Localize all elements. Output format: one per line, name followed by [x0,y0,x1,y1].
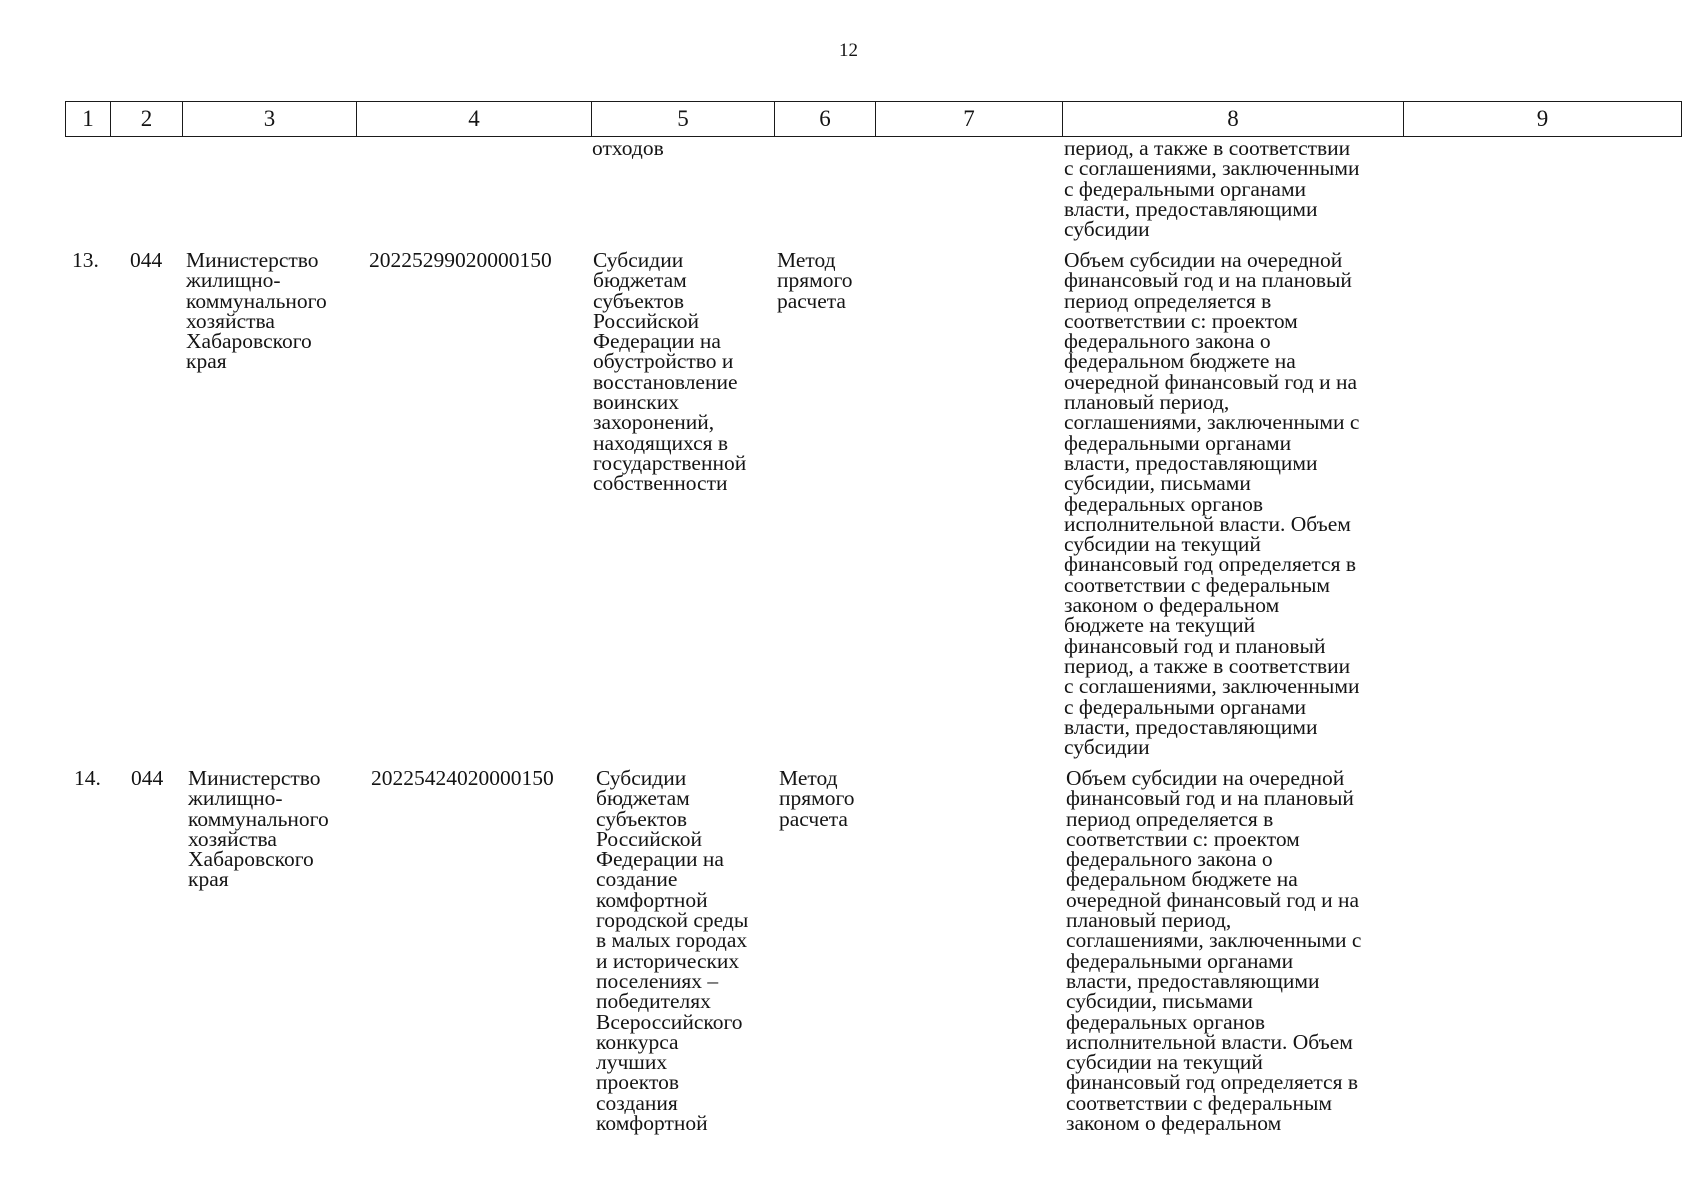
kbk-cell: 20225424020000150 [371,766,554,790]
description-cell: Объем субсидии на очередной финансовый год и на плановый период определяется в соответствии с: проектом федерального закона о федеральном бюджете на очередной финансовый год и на плановый период, соглашениями, заключенными с федеральными органами власти, предоставляющими субсидии, письмами федеральных органов исполнительной власти. Объем субсидии на текущий финансовый год определяется в соответствии с федеральным законом о федеральном [1066,766,1362,1136]
header-col-2: 2 [111,102,183,136]
header-col-3: 3 [183,102,357,136]
continuation-name-cell: отходов [592,136,664,160]
code-cell: 044 [130,248,163,272]
header-col-6: 6 [775,102,876,136]
continuation-description-cell: период, а также в соответствии с соглашениями, заключенными с федеральными органами власти, предоставляющими субсидии [1064,136,1360,242]
ministry-cell: Министерство жилищно- коммунального хозяйства Хабаровского края [188,766,329,892]
header-col-1: 1 [66,102,111,136]
row-number-cell: 13. [72,248,99,272]
ministry-cell: Министерство жилищно- коммунального хозяйства Хабаровского края [186,248,327,374]
income-name-cell: Субсидии бюджетам субъектов Российской Федерации на создание комфортной городской среды в малых городах и исторических поселениях – победителях Всероссийского конкурса лучших проектов создания комфортной [596,766,749,1136]
header-col-7: 7 [876,102,1063,136]
header-col-9: 9 [1536,106,1549,131]
code-cell: 044 [131,766,164,790]
income-name-cell: Субсидии бюджетам субъектов Российской Федерации на обустройство и восстановление воинских захоронений, находящихся в государственной собственности [593,248,747,496]
kbk-cell: 20225299020000150 [369,248,552,272]
page-number: 12 [839,40,858,61]
method-cell: Метод прямого расчета [779,766,855,831]
description-cell: Объем субсидии на очередной финансовый год и на плановый период определяется в соответствии с: проектом федерального закона о федеральном бюджете на очередной финансовый год и на плановый период, соглашениями, заключенными с федеральными органами власти, предоставляющими субсидии, письмами федеральных органов исполнительной власти. Объем субсидии на текущий финансовый год определяется в соответствии с федеральным законом о федеральном бюджете на текущий финансовый год и плановый период, а также в соответствии с соглашениями, заключенными с федеральными органами власти, предоставляющими субсидии [1064,248,1360,760]
row-number-cell: 14. [74,766,101,790]
header-col-5: 5 [592,102,775,136]
header-col-4: 4 [357,102,592,136]
method-cell: Метод прямого расчета [777,248,853,313]
table-header [65,101,1682,137]
header-col-8: 8 [1063,102,1404,136]
